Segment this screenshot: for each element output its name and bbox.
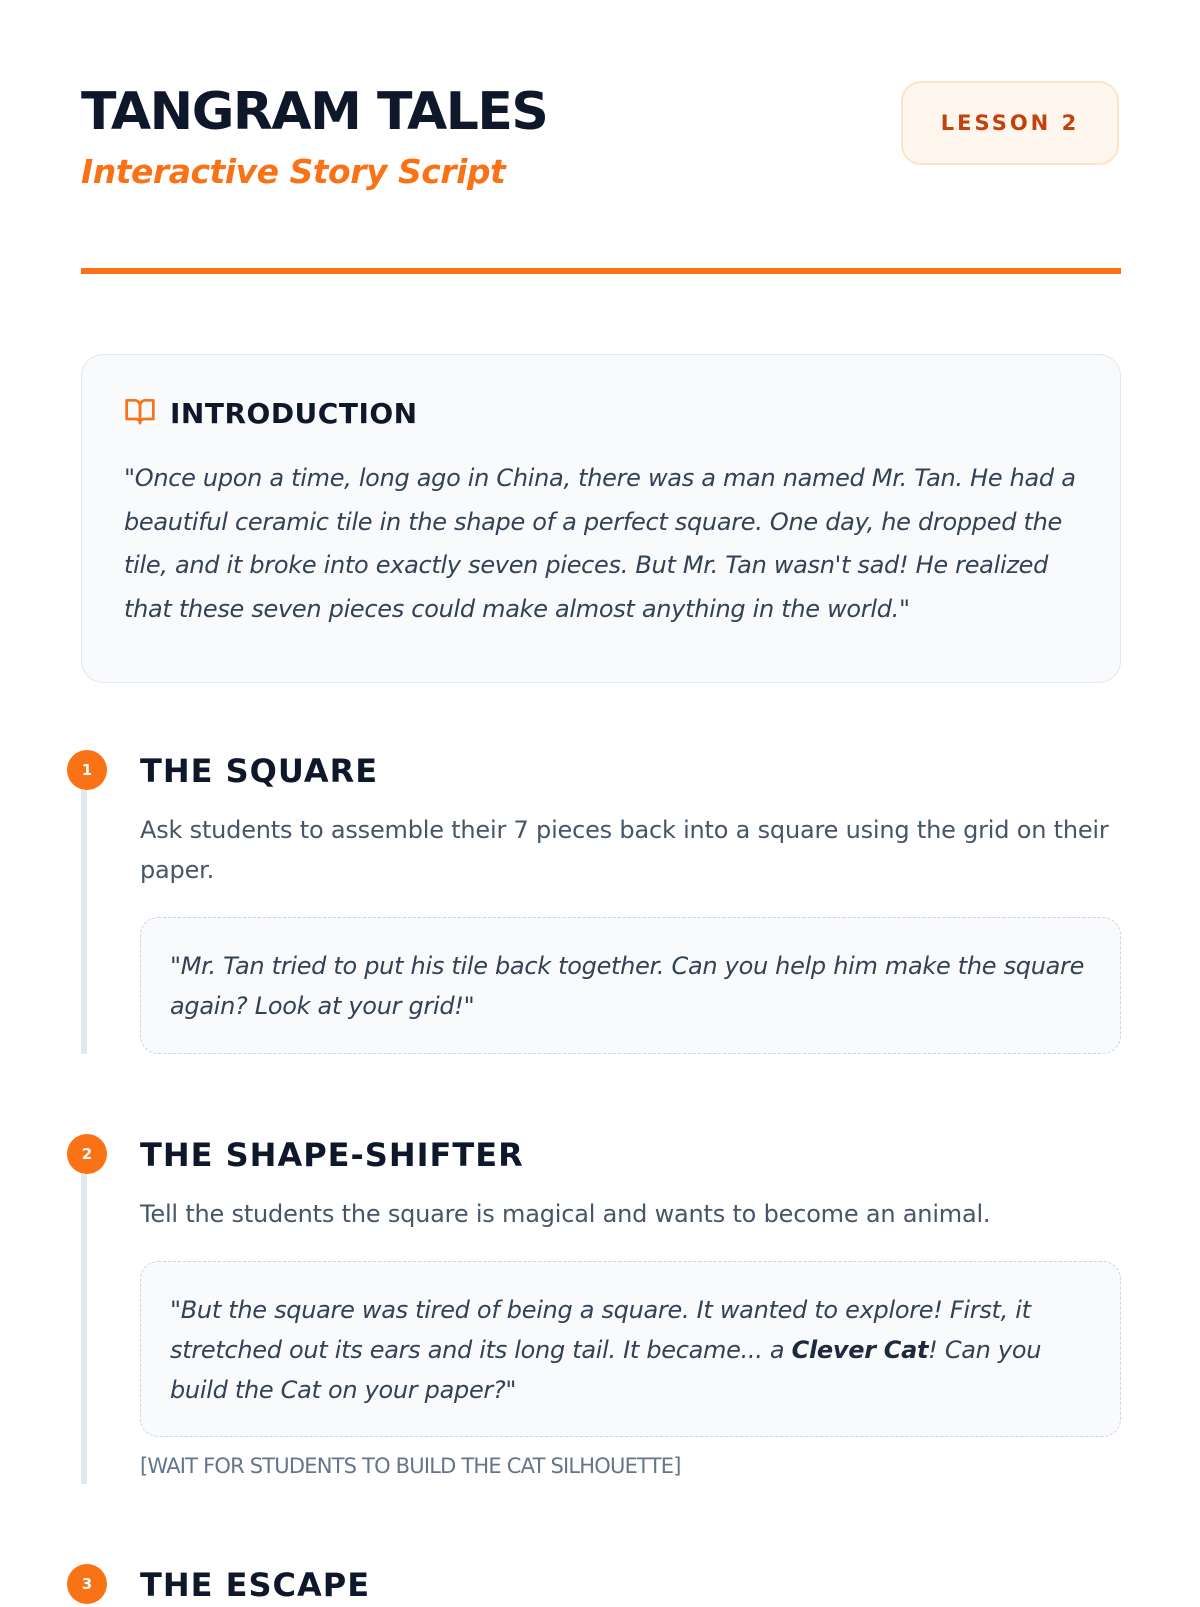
book-open-icon bbox=[124, 395, 156, 431]
script-highlight: Clever Cat bbox=[791, 1336, 929, 1364]
introduction-label: INTRODUCTION bbox=[170, 396, 418, 430]
step-description: Tell the students the square is magical and wants to become an animal. bbox=[140, 1200, 991, 1228]
step-connector bbox=[81, 1174, 87, 1484]
script-text: ! Can you build the Cat on your paper?" bbox=[170, 1336, 1042, 1404]
step-title: THE SHAPE-SHIFTER bbox=[140, 1136, 524, 1174]
step-number: 1 bbox=[67, 750, 107, 790]
lesson-badge: LESSON 2 bbox=[901, 81, 1119, 165]
introduction-card bbox=[81, 354, 1121, 683]
script-box bbox=[140, 1261, 1121, 1437]
script-box: "Mr. Tan tried to put his tile back together. Can you help him make the square again? Look at your grid!" bbox=[140, 917, 1121, 1054]
page-subtitle: Interactive Story Script bbox=[81, 152, 506, 191]
step-description: Ask students to assemble their 7 pieces back into a square using the grid on their paper. bbox=[140, 816, 1109, 884]
introduction-header bbox=[124, 393, 1078, 433]
step-title: THE ESCAPE bbox=[140, 1566, 371, 1604]
step-number: 2 bbox=[67, 1134, 107, 1174]
introduction-text: "Once upon a time, long ago in China, there was a man named Mr. Tan. He had a beautiful ceramic tile in the shape of a perfect square. One day, he dropped the tile, and it broke into exactly seven pieces. But Mr. Tan wasn't sad! He realized that these seven pieces could make almost anything in the world." bbox=[124, 464, 1076, 623]
script-text: "But the square was tired of being a square. It wanted to explore! First, it stretched out its ears and its long tail. It became... a bbox=[170, 1296, 1031, 1364]
page-title: TANGRAM TALES bbox=[81, 82, 548, 142]
step-connector bbox=[81, 790, 87, 1054]
wait-instruction: [WAIT FOR STUDENTS TO BUILD THE CAT SILHOUETTE] bbox=[140, 1454, 681, 1478]
header-divider bbox=[81, 268, 1121, 274]
step-number: 3 bbox=[67, 1564, 107, 1604]
step-title: THE SQUARE bbox=[140, 752, 379, 790]
